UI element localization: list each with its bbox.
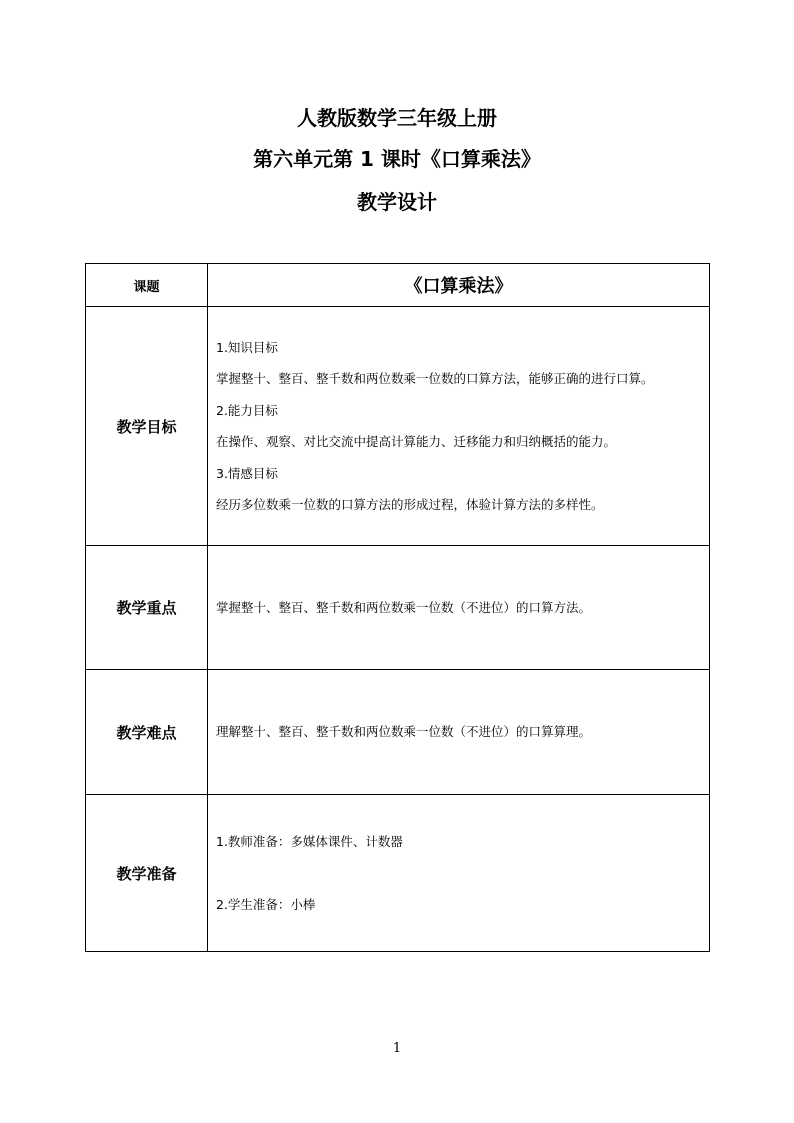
topic-value: 《口算乘法》 <box>208 264 710 307</box>
lesson-plan-table <box>85 263 710 952</box>
objective-line: 在操作、观察、对比交流中提高计算能力、迁移能力和归纳概括的能力。 <box>216 434 617 449</box>
document-title-line-1: 人教版数学三年级上册 <box>297 106 497 130</box>
preparation-spacer <box>216 852 709 895</box>
document-title-line-3: 教学设计 <box>357 190 437 214</box>
table-row-key-points <box>86 546 710 670</box>
table-row-topic <box>86 264 710 307</box>
table-row-difficulties <box>86 670 710 795</box>
objective-line: 2.能力目标 <box>216 402 278 418</box>
preparation-line-student: 2.学生准备：小棒 <box>216 896 316 912</box>
preparation-label: 教学准备 <box>86 795 208 952</box>
document-title-line-2: 第六单元第 1 课时《口算乘法》 <box>253 147 541 171</box>
key-points-content: 掌握整十、整百、整千数和两位数乘一位数（不进位）的口算方法。 <box>208 546 710 670</box>
page-number: 1 <box>392 1041 402 1056</box>
objective-line: 经历多位数乘一位数的口算方法的形成过程，体验计算方法的多样性。 <box>216 497 604 512</box>
difficulties-label: 教学难点 <box>86 670 208 795</box>
difficulties-content: 理解整十、整百、整千数和两位数乘一位数（不进位）的口算算理。 <box>208 670 710 795</box>
key-points-label: 教学重点 <box>86 546 208 670</box>
objective-line: 3.情感目标 <box>216 465 278 481</box>
table-row-preparation <box>86 795 710 952</box>
preparation-content <box>208 795 710 952</box>
objective-line: 1.知识目标 <box>216 339 278 355</box>
topic-label: 课题 <box>86 264 208 307</box>
table-row-objectives <box>86 307 710 546</box>
objective-line: 掌握整十、整百、整千数和两位数乘一位数的口算方法，能够正确的进行口算。 <box>216 371 654 386</box>
objectives-content <box>208 307 710 546</box>
preparation-line-teacher: 1.教师准备：多媒体课件、计数器 <box>216 833 403 849</box>
objectives-label: 教学目标 <box>86 307 208 546</box>
